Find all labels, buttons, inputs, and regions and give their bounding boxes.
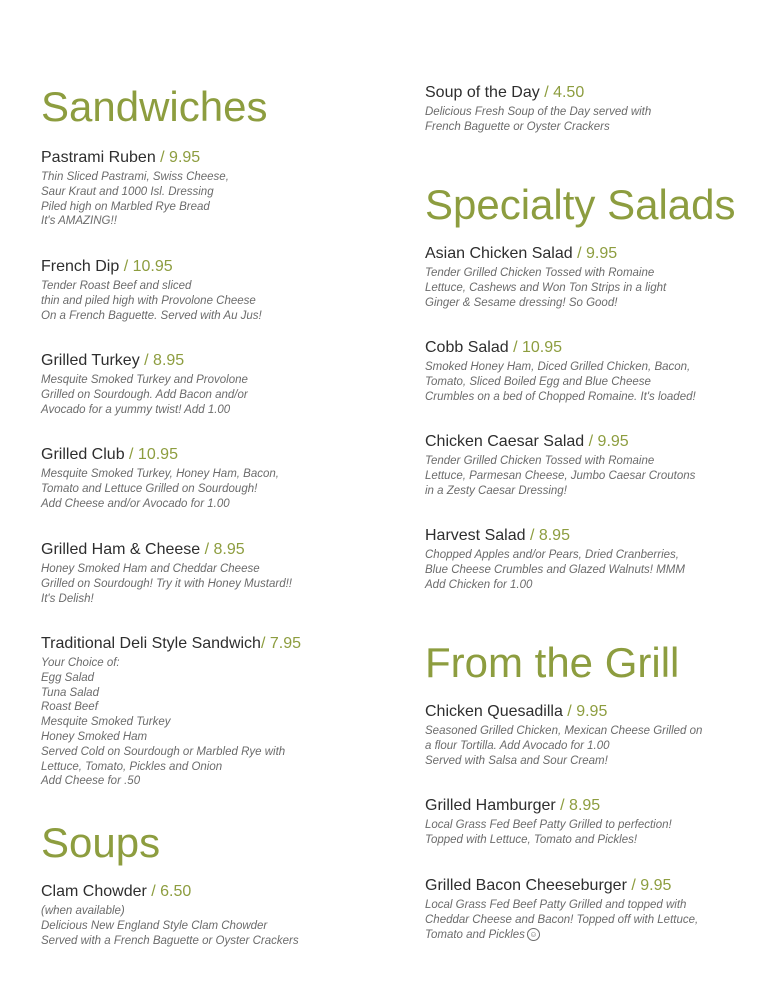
sandwiches-heading: Sandwiches [41,83,268,130]
item-title [41,148,401,168]
desc-line: Lettuce, Parmesan Cheese, Jumbo Caesar Croutons [425,469,696,482]
desc-line: a flour Tortilla. Add Avocado for 1.00 [425,739,610,752]
item-description [41,904,401,948]
item-title [425,876,755,896]
item-name: Cobb Salad [425,339,509,356]
desc-line: Grilled on Sourdough! Try it with Honey Mustard!! [41,577,292,590]
desc-line: Lettuce, Tomato, Pickles and Onion [41,760,223,773]
item-name: Clam Chowder [41,883,147,900]
desc-line: Ginger & Sesame dressing! So Good! [425,296,618,309]
item-price: / 9.95 [155,149,201,166]
item-price: / 7.95 [260,635,301,652]
item-description [425,548,755,592]
menu-item [41,445,401,511]
item-description [41,373,401,417]
item-price: / 9.95 [584,433,629,450]
desc-line: Served with a French Baguette or Oyster Crackers [41,934,299,947]
item-name: Asian Chicken Salad [425,245,573,262]
item-name: Soup of the Day [425,84,540,101]
menu-item [41,351,401,417]
item-title [425,796,755,816]
specialty-salads-heading: Specialty Salads [425,181,736,228]
desc-line: Tomato and Lettuce Grilled on Sourdough! [41,482,258,495]
item-name: Harvest Salad [425,527,526,544]
desc-line: Add Cheese for .50 [41,775,141,788]
desc-line: Served with Salsa and Sour Cream! [425,754,608,767]
desc-line: Honey Smoked Ham [41,730,148,743]
item-price: / 9.95 [562,703,608,720]
desc-line: Thin Sliced Pastrami, Swiss Cheese, [41,171,229,183]
item-name: Grilled Ham & Cheese [41,541,201,558]
menu-item [41,634,401,789]
item-price: / 8.95 [525,527,570,544]
desc-line: Piled high on Marbled Rye Bread [41,200,210,213]
desc-line: Saur Kraut and 1000 Isl. Dressing [41,185,214,198]
desc-line: Delicious Fresh Soup of the Day served with [425,106,652,118]
item-title [41,257,401,277]
menu-item [425,432,755,498]
desc-text: Tomato and Pickles [425,928,525,941]
menu-item [425,796,755,848]
desc-line: Mesquite Smoked Turkey [41,716,171,729]
item-title [41,351,401,371]
desc-line: Tender Grilled Chicken Tossed with Romaine [425,455,655,467]
desc-line: Egg Salad [41,671,95,684]
desc-line: On a French Baguette. Served with Au Jus! [41,309,262,322]
menu-item [425,83,755,135]
desc-line: Blue Cheese Crumbles and Glazed Walnuts! MMM [425,563,685,576]
desc-line: Lettuce, Cashews and Won Ton Strips in a light [425,281,667,294]
menu-item [41,148,401,229]
item-name: Pastrami Ruben [41,149,156,166]
desc-line: Delicious New England Style Clam Chowder [41,919,268,932]
item-name: Grilled Turkey [41,352,140,369]
item-title [41,540,401,560]
desc-line: French Baguette or Oyster Crackers [425,120,610,133]
item-description [41,279,401,323]
desc-line: Tomato, Sliced Boiled Egg and Blue Cheese [425,375,651,388]
item-name: Grilled Bacon Cheeseburger [425,877,627,894]
menu-item [425,876,755,942]
item-price: / 8.95 [139,352,185,369]
item-title [425,432,755,452]
desc-line: Served Cold on Sourdough or Marbled Rye with [41,745,286,758]
menu-item [41,882,401,948]
desc-line: Tender Grilled Chicken Tossed with Romaine [425,267,655,279]
desc-line: Local Grass Fed Beef Patty Grilled and topped with [425,899,687,911]
item-description [41,562,401,606]
item-price: / 4.50 [539,84,585,101]
item-description [425,266,755,310]
desc-line: Add Cheese and/or Avocado for 1.00 [41,497,230,510]
item-title [41,882,401,902]
item-price: / 10.95 [119,258,173,275]
desc-line: Crumbles on a bed of Chopped Romaine. It's loaded! [425,390,696,403]
desc-line: Mesquite Smoked Turkey, Honey Ham, Bacon, [41,468,279,480]
item-title [425,526,755,546]
item-description [41,170,401,229]
desc-line: Tender Roast Beef and sliced [41,280,192,292]
desc-line: It's Delish! [41,592,94,605]
desc-line: Your Choice of: [41,657,120,669]
item-description [41,467,401,511]
item-description [425,818,755,848]
menu-item [41,540,401,606]
menu-item [425,526,755,592]
item-name: Chicken Caesar Salad [425,433,585,450]
item-description [425,454,755,498]
desc-line: Seasoned Grilled Chicken, Mexican Cheese Grilled on [425,725,703,737]
desc-line: Smoked Honey Ham, Diced Grilled Chicken, Bacon, [425,361,691,373]
desc-line: Local Grass Fed Beef Patty Grilled to perfection! [425,819,672,831]
item-price: / 9.95 [626,877,672,894]
desc-line: in a Zesty Caesar Dressing! [425,484,567,497]
item-description [425,105,755,135]
desc-line: Honey Smoked Ham and Cheddar Cheese [41,563,260,575]
item-name: Traditional Deli Style Sandwich [41,635,261,652]
soups-heading: Soups [41,819,161,866]
item-description [41,656,401,789]
item-price: / 8.95 [555,797,601,814]
item-title [425,244,755,264]
item-name: French Dip [41,258,120,275]
item-price: / 10.95 [508,339,562,356]
item-name: Chicken Quesadilla [425,703,563,720]
desc-line: Chopped Apples and/or Pears, Dried Cranberries, [425,549,679,561]
desc-line: Tuna Salad [41,686,99,699]
item-description [425,724,755,768]
desc-line: It's AMAZING!! [41,215,117,228]
item-title [425,338,755,358]
from-the-grill-heading: From the Grill [425,639,680,686]
menu-item [425,702,755,768]
desc-line: Roast Beef [41,701,98,714]
item-description [425,360,755,404]
menu-item [41,257,401,323]
desc-line [425,928,755,943]
desc-line: Topped with Lettuce, Tomato and Pickles! [425,833,638,846]
item-title [425,83,755,103]
menu-item [425,338,755,404]
item-name: Grilled Hamburger [425,797,556,814]
desc-line: Mesquite Smoked Turkey and Provolone [41,374,248,386]
smiley-icon: ☺ [527,928,540,941]
item-title [41,445,401,465]
item-price: / 8.95 [200,541,245,558]
item-title [41,634,401,654]
desc-line: thin and piled high with Provolone Cheese [41,294,256,307]
desc-line: Grilled on Sourdough. Add Bacon and/or [41,388,248,401]
desc-line: Avocado for a yummy twist! Add 1.00 [41,403,231,416]
item-title [425,702,755,722]
desc-line: Add Chicken for 1.00 [425,578,533,591]
desc-line: Cheddar Cheese and Bacon! Topped off with Lettuce, [425,913,699,926]
item-price: / 9.95 [572,245,618,262]
item-description [425,898,755,942]
item-name: Grilled Club [41,446,125,463]
menu-item [425,244,755,310]
desc-line: (when available) [41,905,125,917]
item-price: / 10.95 [124,446,178,463]
item-price: / 6.50 [146,883,192,900]
